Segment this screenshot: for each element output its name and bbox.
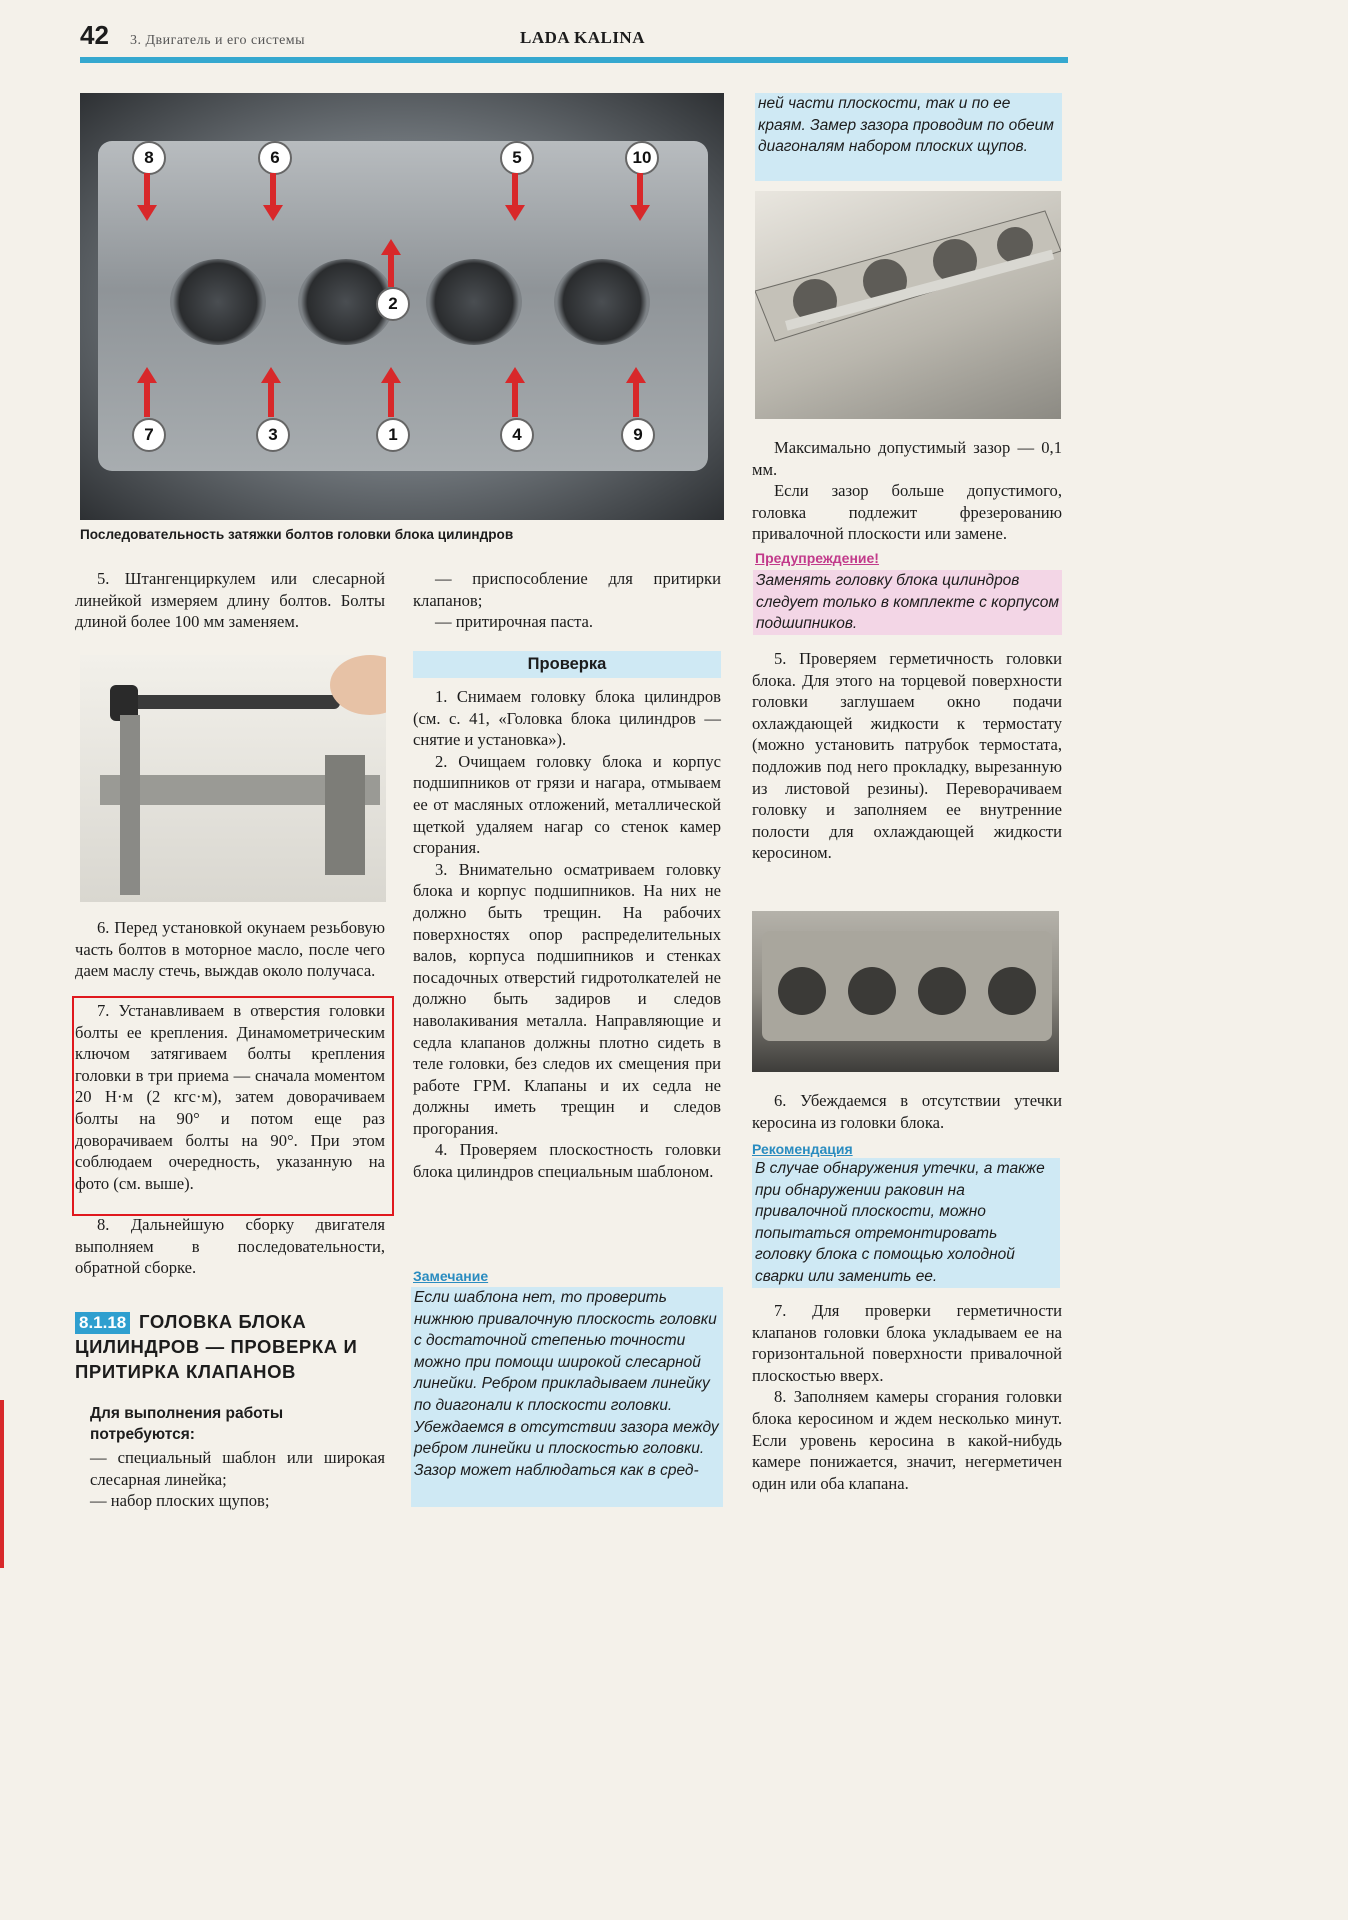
caliper-bolt-photo bbox=[80, 655, 386, 902]
bolt-label-10: 10 bbox=[625, 141, 659, 175]
check-heading: Проверка bbox=[413, 651, 721, 678]
warning-text: Заменять головку блока цилиндров следует только в комплекте с корпусом подшипников. bbox=[756, 572, 1059, 633]
flatness-measure-photo bbox=[755, 191, 1061, 419]
kerosene-illustration bbox=[752, 911, 1059, 1072]
caliper-illustration bbox=[80, 655, 386, 902]
note-box-cont bbox=[755, 93, 1062, 181]
warning-box bbox=[753, 570, 1062, 635]
bolt-label-8: 8 bbox=[132, 141, 166, 175]
bolt-label-7: 7 bbox=[132, 418, 166, 452]
paragraph-r6: 6. Убеждаемся в отсутствии утечки керосина из головки блока. bbox=[752, 1091, 1062, 1132]
paragraph-5: 5. Штангенциркулем или слесарной линейкой измеряем длину болтов. Болты длиной более 100 мм заменяем. bbox=[75, 569, 385, 632]
note-text: Если шаблона нет, то проверить нижнюю привалочную плоскость головки с достаточной степенью точности можно при помощи широкой слесарной линейки. Ребром прикладываем линейку по диагонали к плоскости головки. Убеждаемся в отсутствии зазора между ребром линейки и плоскостью головки. Зазор может наблюдаться как в сред- bbox=[414, 1289, 719, 1479]
bolt-label-9: 9 bbox=[621, 418, 655, 452]
arrow-up bbox=[388, 253, 394, 287]
bolt-label-4: 4 bbox=[500, 418, 534, 452]
bolt-label-1: 1 bbox=[376, 418, 410, 452]
combustion-chamber bbox=[554, 259, 650, 345]
arrow-up bbox=[268, 381, 274, 417]
note-label: Замечание bbox=[413, 1268, 489, 1284]
paragraph-r5: 5. Проверяем герметичность головки блока. Для этого на торцевой поверхности головки заглушаем окно подачи охлаждающей жидкости к термостату (можно установить патрубок термостата, подложив под него прокладку, вырезанную из листовой резины). Переворачиваем головку и заполняем ее внутренние полости для охлаждающей жидкости керосином. bbox=[752, 649, 1062, 863]
gap-text: Максимально допустимый зазор — 0,1 мм. Если зазор больше допустимого, головка подлежит фрезерованию привалочной плоскости или замене. bbox=[752, 438, 1062, 544]
cylinder-head-bolt-sequence-photo bbox=[80, 93, 724, 520]
warning-label: Предупреждение! bbox=[755, 550, 879, 566]
recommendation-label: Рекомендация bbox=[752, 1141, 853, 1157]
tools-list: — специальный шаблон или широкая слесарная линейка; — набор плоских щупов; bbox=[90, 1448, 385, 1511]
page-number: 42 bbox=[80, 20, 109, 50]
arrow-up bbox=[512, 381, 518, 417]
arrow-down bbox=[512, 173, 518, 207]
kerosene-test-photo bbox=[752, 911, 1059, 1072]
combustion-chamber bbox=[170, 259, 266, 345]
bolt-label-5: 5 bbox=[500, 141, 534, 175]
paragraph-6: 6. Перед установкой окунаем резьбовую часть болтов в моторное масло, после чего даем маслу стечь, выждав около получаса. bbox=[75, 918, 385, 981]
arrow-up bbox=[633, 381, 639, 417]
section-number: 8.1.18 bbox=[75, 1312, 130, 1334]
paragraph-8: 8. Дальнейшую сборку двигателя выполняем в последовательности, обратной сборке. bbox=[75, 1215, 385, 1278]
combustion-chamber bbox=[426, 259, 522, 345]
arrow-down bbox=[637, 173, 643, 207]
check-steps: 1. Снимаем головку блока цилиндров (см. с. 41, «Головка блока цилиндров — снятие и установка»). 2. Очищаем головку блока и корпус подшипников от грязи и нагара, отмываем ее от масляных отложений, металлической щеткой удаляем нагар со стенок камер сгорания. 3. Внимательно осматриваем головку блока и корпус подшипников. На них не должно быть трещин. На рабочих поверхностях опор распределительных валов, корпуса подшипников и стенках посадочных отверстий гидротолкателей не должно быть задиров и следов наволакивания металла. Направляющие и седла клапанов должны плотно сидеть в теле головки, без следов их смещения при работе ГРМ. Клапаны и их седла не должны иметь трещин и следов прогорания. 4. Проверяем плоскостность головки блока цилиндров специальным шаблоном. bbox=[413, 687, 721, 1182]
arrow-down bbox=[270, 173, 276, 207]
edge-marker bbox=[0, 1400, 4, 1568]
section-title: ГОЛОВКА БЛОКА ЦИЛИНДРОВ — ПРОВЕРКА И ПРИТИРКА КЛАПАНОВ bbox=[75, 1311, 358, 1382]
note-box bbox=[411, 1287, 723, 1507]
header-rule bbox=[80, 57, 1068, 63]
bolt-label-6: 6 bbox=[258, 141, 292, 175]
bolt-label-3: 3 bbox=[256, 418, 290, 452]
arrow-down bbox=[144, 173, 150, 207]
tools-heading: Для выполнения работы потребуются: bbox=[90, 1405, 284, 1443]
book-title: LADA KALINA bbox=[520, 28, 645, 47]
tools-list-cont: — приспособление для притирки клапанов; — притирочная паста. bbox=[413, 569, 721, 632]
bolt-label-2: 2 bbox=[376, 287, 410, 321]
figure-caption: Последовательность затяжки болтов головки блока цилиндров bbox=[80, 527, 514, 542]
arrow-up bbox=[144, 381, 150, 417]
paragraph-7: 7. Устанавливаем в отверстия головки болты ее крепления. Динамометрическим ключом затягиваем болты крепления головки в три приема — сначала моментом 20 Н·м (2 кгс·м), затем доворачиваем болты на 90° и потом еще раз доворачиваем болты на 90°. При этом соблюдаем очередность, указанную на фото (см. выше). bbox=[75, 1001, 385, 1193]
note-text-cont: ней части плоскости, так и по ее краям. Замер зазора проводим по обеим диагоналям набором плоских щупов. bbox=[758, 95, 1054, 156]
recommendation-text: В случае обнаружения утечки, а также при обнаружении раковин на привалочной плоскости, можно попытаться отремонтировать головку блока с помощью холодной сварки или заменить ее. bbox=[755, 1160, 1045, 1285]
chapter-title: 3. Двигатель и его системы bbox=[130, 33, 306, 48]
arrow-up bbox=[388, 381, 394, 417]
recommendation-box bbox=[752, 1158, 1060, 1288]
measure-illustration bbox=[755, 191, 1061, 419]
paragraph-r7-r8: 7. Для проверки герметичности клапанов головки блока укладываем ее на горизонтальной поверхности привалочной плоскостью вверх. 8. Заполняем камеры сгорания головки блока керосином и ждем несколько минут. Если уровень керосина в какой-нибудь камере понижается, значит, негерметичен один или оба клапана. bbox=[752, 1301, 1062, 1493]
